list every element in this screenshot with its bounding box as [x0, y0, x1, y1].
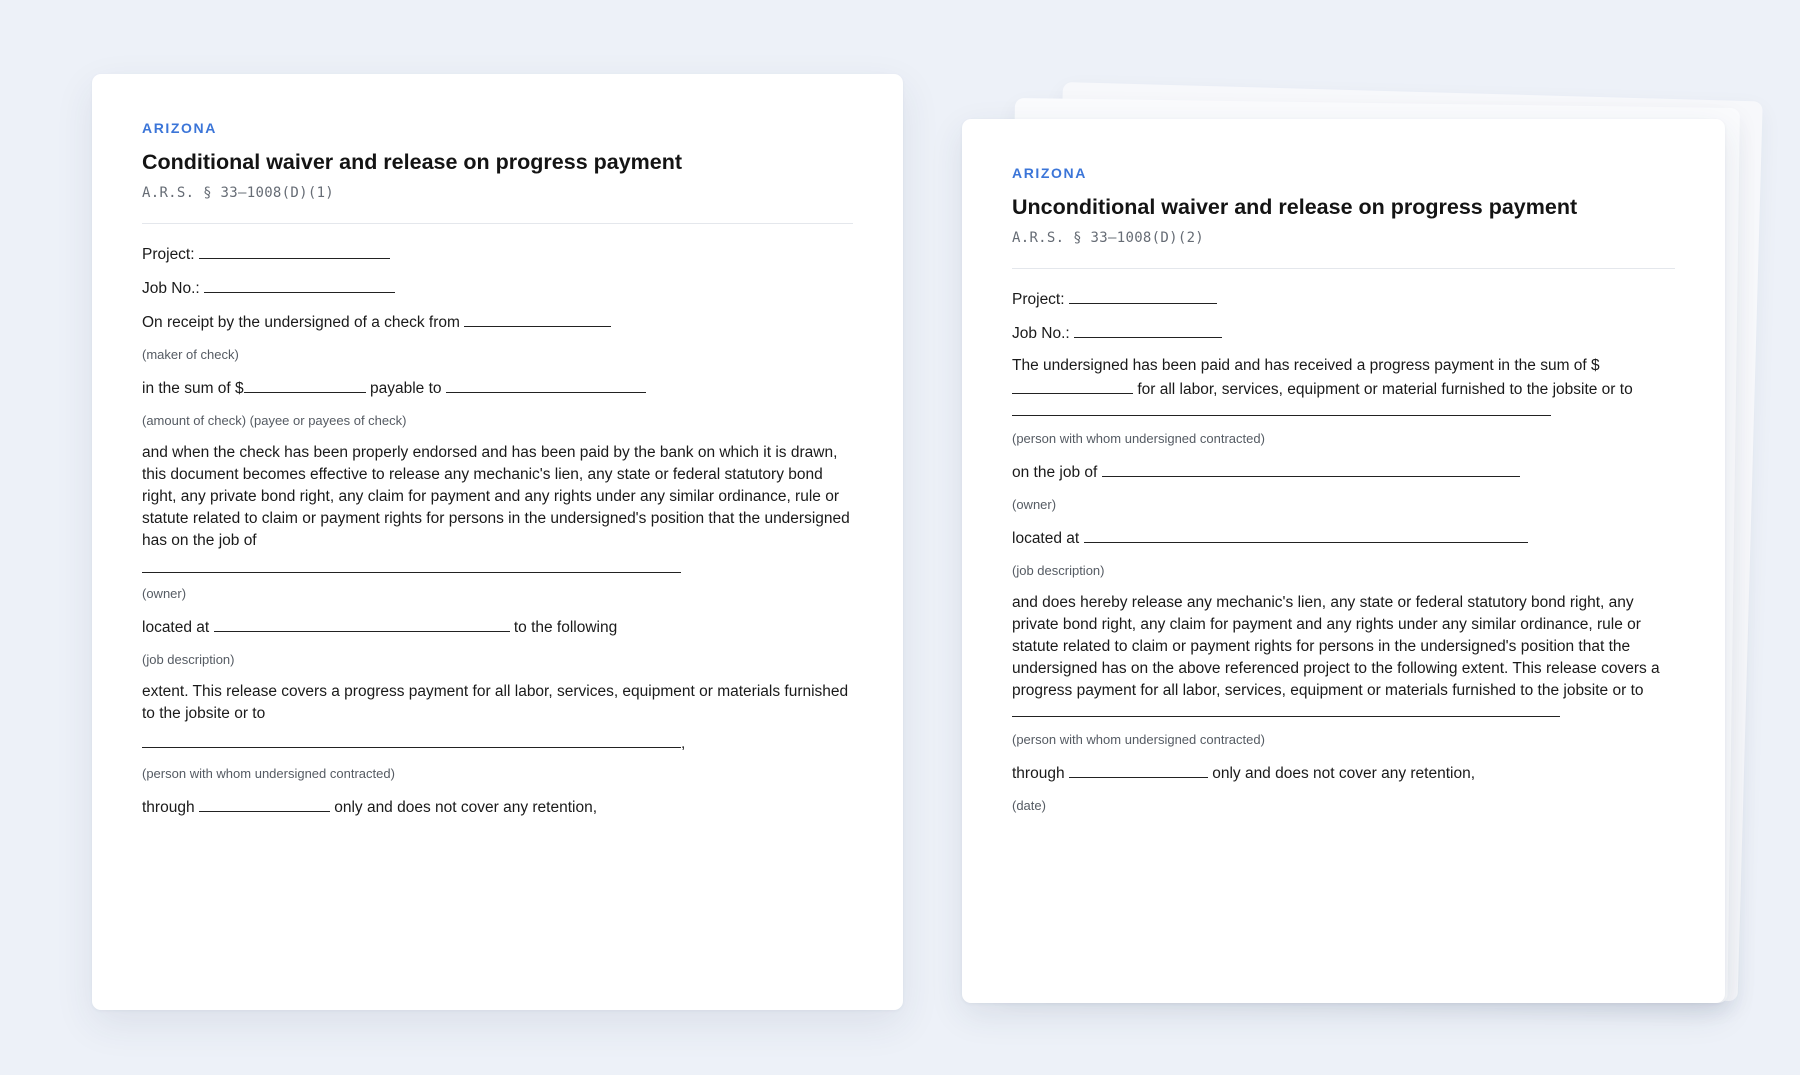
header-divider: [1012, 268, 1675, 269]
form-body: [142, 242, 853, 819]
conditional-waiver-form: [92, 74, 903, 1010]
date-hint: (date): [1012, 798, 1046, 813]
payable-text: payable to: [369, 380, 442, 397]
sum-text: in the sum of $: [142, 380, 244, 397]
amount-blank[interactable]: [1012, 377, 1133, 394]
located-text: located at: [142, 619, 210, 636]
job-no-blank[interactable]: [204, 276, 395, 293]
job-no-label: Job No.:: [142, 280, 200, 297]
project-label: Project:: [142, 246, 195, 263]
header-divider: [142, 223, 853, 224]
job-no-row: [142, 276, 853, 300]
maker-hint: (maker of check): [142, 347, 239, 362]
job-no-row: [1012, 321, 1675, 345]
unconditional-waiver-form: [962, 119, 1725, 1003]
retention-text: only and does not cover any retention,: [334, 799, 598, 816]
person-hint: (person with whom undersigned contracted): [1012, 431, 1265, 446]
form-body: [1012, 287, 1675, 817]
dollar-sign: $: [1591, 357, 1600, 374]
form-title: Unconditional waiver and release on progress payment: [1012, 195, 1578, 219]
trailing-comma: ,: [681, 735, 686, 752]
job-of-text: on the job of: [1012, 464, 1098, 481]
job-description-hint: (job description): [142, 652, 235, 667]
form-title: Conditional waiver and release on progress payment: [142, 150, 683, 174]
payee-blank[interactable]: [446, 376, 646, 393]
paid-paragraph: [1012, 355, 1675, 401]
amount-hint: (amount of check) (payee or payees of check): [142, 413, 407, 428]
following-text: to the following: [513, 619, 618, 636]
through-date-blank[interactable]: [199, 795, 330, 812]
furnished-text: for all labor, services, equipment or material furnished to the jobsite or to: [1137, 381, 1633, 398]
contractor-blank[interactable]: [142, 731, 681, 748]
receipt-text: On receipt by the undersigned of a check from: [142, 314, 460, 331]
retention-text: only and does not cover any retention,: [1212, 765, 1476, 782]
state-label: ARIZONA: [1012, 165, 1087, 181]
sum-row: [142, 376, 853, 400]
project-blank[interactable]: [1069, 287, 1217, 304]
owner-blank[interactable]: [1102, 460, 1520, 477]
owner-hint: (owner): [1012, 497, 1057, 512]
person-hint: (person with whom undersigned contracted): [142, 766, 395, 781]
release-paragraph: and does hereby release any mechanic's lien, any state or federal statutory bond right, any private bond right, any claim for payment and any rights under any similar ordinance, rule or statute related to claim or payment rights for persons in the undersigned's position that the undersigned has on the above referenced project to the following extent. This release covers a progress payment for all labor, services, equipment or materials furnished to the jobsite or to: [1012, 594, 1660, 699]
maker-of-check-blank[interactable]: [464, 310, 611, 327]
endorsed-paragraph: and when the check has been properly endorsed and has been paid by the bank on which it is drawn, this document becomes effective to release any mechanic's lien, any state or federal statutory bond right, any private bond right, any claim for payment and any rights under any similar ordinance, rule or statute related to claim or payment rights for persons in the undersigned's position that the undersigned has on the job of: [142, 444, 850, 549]
owner-hint: (owner): [142, 586, 187, 601]
located-row: [142, 615, 853, 639]
statute-citation: A.R.S. § 33–1008(D)(1): [142, 185, 335, 201]
amount-blank[interactable]: [244, 376, 366, 393]
extent-paragraph: extent. This release covers a progress payment for all labor, services, equipment or materials furnished to the jobsite or to: [142, 683, 849, 722]
owner-blank[interactable]: [142, 558, 681, 573]
project-row: [1012, 287, 1675, 311]
person-hint-2: (person with whom undersigned contracted): [1012, 732, 1265, 747]
through-text: through: [142, 799, 195, 816]
paid-text: The undersigned has been paid and has received a progress payment in the sum of: [1012, 357, 1587, 374]
project-row: [142, 242, 853, 266]
job-of-row: [1012, 460, 1675, 484]
location-blank[interactable]: [214, 615, 510, 632]
state-label: ARIZONA: [142, 120, 217, 136]
through-row: [142, 795, 853, 819]
second-contractor-blank[interactable]: [1012, 702, 1560, 717]
job-no-blank[interactable]: [1074, 321, 1222, 338]
project-label: Project:: [1012, 291, 1065, 308]
through-date-blank[interactable]: [1069, 761, 1208, 778]
job-no-label: Job No.:: [1012, 325, 1070, 342]
through-text: through: [1012, 765, 1065, 782]
located-text: located at: [1012, 530, 1080, 547]
location-blank[interactable]: [1084, 526, 1528, 543]
statute-citation: A.R.S. § 33–1008(D)(2): [1012, 230, 1205, 246]
receipt-row: [142, 310, 853, 334]
contractor-blank[interactable]: [1012, 401, 1551, 416]
located-row: [1012, 526, 1675, 550]
through-row: [1012, 761, 1675, 785]
project-blank[interactable]: [199, 242, 390, 259]
job-description-hint: (job description): [1012, 563, 1105, 578]
contractor-row: [142, 731, 853, 755]
